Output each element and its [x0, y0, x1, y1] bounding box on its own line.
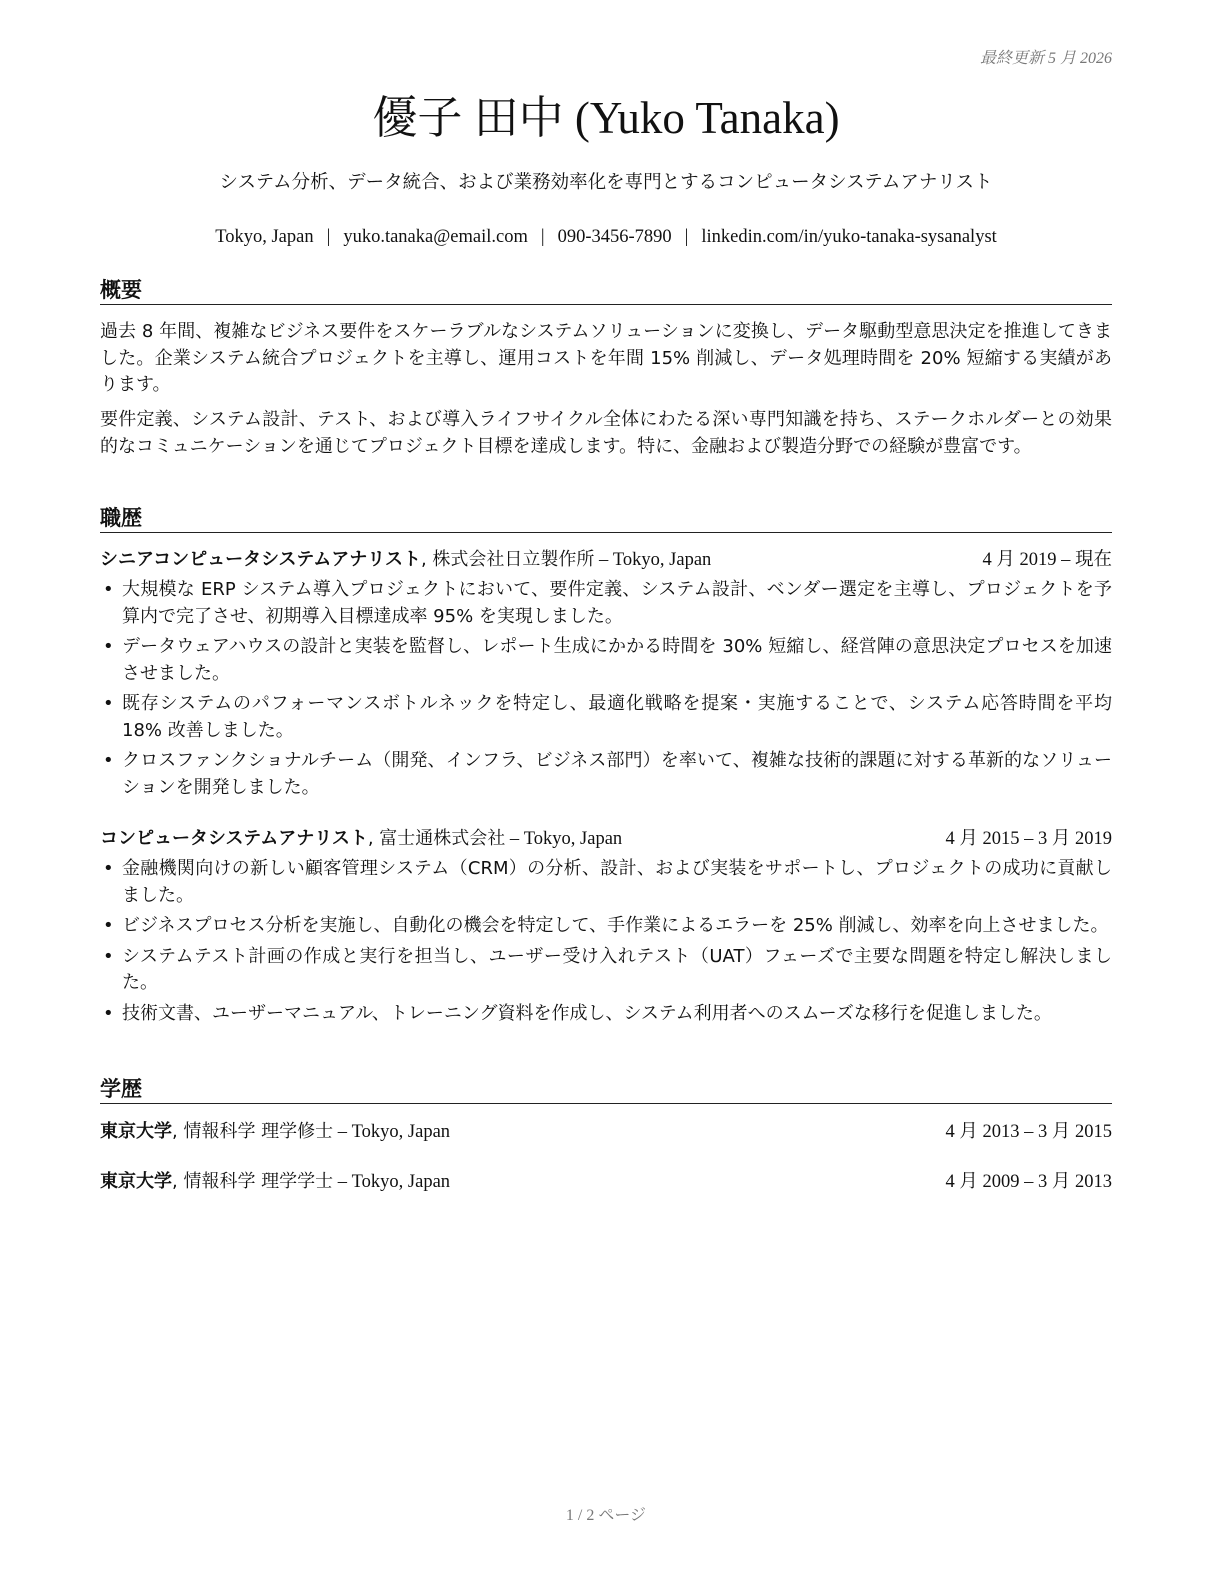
job-header: [100, 547, 1112, 573]
section-heading-summary: 概要: [100, 276, 1112, 305]
education-school: 東京大学: [100, 1171, 172, 1192]
contact-linkedin[interactable]: linkedin.com/in/yuko-tanaka-sysanalyst: [701, 227, 997, 247]
education-location: – Tokyo, Japan: [333, 1172, 451, 1192]
bullet-text: 既存システムのパフォーマンスボトルネックを特定し、最適化戦略を提案・実施することで、システム応答時間を平均 18% 改善しました。: [122, 693, 1112, 741]
job-company: , 富士通株式会社: [367, 828, 506, 849]
bullet-dot-icon: •: [103, 1002, 114, 1024]
contact-email[interactable]: yuko.tanaka@email.com: [343, 227, 528, 247]
resume-name: 優子 田中 (Yuko Tanaka): [372, 93, 840, 143]
bullet-text: システムテスト計画の作成と実行を担当し、ユーザー受け入れテスト（UAT）フェーズで主要な問題を特定し解決しました。: [122, 945, 1112, 993]
job-location: – Tokyo, Japan: [594, 550, 712, 570]
bullet-dot-icon: •: [103, 945, 114, 967]
list-item: [100, 856, 1112, 909]
bullet-text: 大規模な ERP システム導入プロジェクトにおいて、要件定義、システム設計、ベンダー選定を主導し、プロジェクトを予算内で完了させ、初期導入目標達成率 95% を実現しました。: [122, 579, 1112, 627]
list-item: [100, 691, 1112, 744]
education-dates: 4 月 2013 – 3 月 2015: [945, 1122, 1112, 1142]
page-number: 1 / 2 ページ: [565, 1507, 647, 1524]
job-bullets: [100, 577, 1112, 805]
job-company: , 株式会社日立製作所: [420, 549, 595, 570]
education-entry: [100, 1119, 1112, 1145]
bullet-text: データウェアハウスの設計と実装を監督し、レポート生成にかかる時間を 30% 短縮し、経営陣の意思決定プロセスを加速させました。: [122, 636, 1112, 684]
contact-separator: |: [326, 227, 331, 247]
bullet-dot-icon: •: [103, 915, 114, 936]
list-item: [100, 634, 1112, 687]
job-dates: 4 月 2015 – 3 月 2019: [945, 829, 1112, 849]
education-location: – Tokyo, Japan: [333, 1122, 451, 1142]
bullet-dot-icon: •: [103, 858, 114, 879]
education-dates: 4 月 2009 – 3 月 2013: [945, 1172, 1112, 1192]
bullet-dot-icon: •: [103, 636, 114, 657]
resume-page: [100, 0, 1112, 1584]
list-item: [100, 913, 1112, 940]
job-bullets: [100, 856, 1112, 1031]
bullet-dot-icon: •: [103, 750, 114, 771]
list-item: [100, 1001, 1112, 1028]
job-location: – Tokyo, Japan: [505, 829, 623, 849]
job-title: シニアコンピュータシステムアナリスト: [100, 549, 421, 570]
summary-paragraph: 要件定義、システム設計、テスト、および導入ライフサイクル全体にわたる深い専門知識を持ち、ステークホルダーとの効果的なコミュニケーションを通じてプロジェクト目標を達成します。特に、金融および製造分野での経験が豊富です。: [100, 409, 1112, 457]
section-heading-experience: 職歴: [100, 504, 1112, 533]
education-school: 東京大学: [100, 1121, 172, 1142]
contact-location: Tokyo, Japan: [215, 227, 314, 247]
resume-headline: システム分析、データ統合、および業務効率化を専門とするコンピュータシステムアナリスト: [219, 172, 993, 193]
section-heading-education: 学歴: [100, 1075, 1112, 1104]
job-title: コンピュータシステムアナリスト: [100, 828, 368, 849]
education-entry: [100, 1169, 1112, 1195]
summary-paragraph: 過去 8 年間、複雑なビジネス要件をスケーラブルなシステムソリューションに変換し、データ駆動型意思決定を推進してきました。企業システム統合プロジェクトを主導し、運用コストを年間 15% 削減し、データ処理時間を 20% 短縮する実績があります。: [100, 321, 1112, 395]
education-degree: , 情報科学 理学学士: [172, 1171, 334, 1192]
bullet-dot-icon: •: [103, 693, 114, 714]
contact-line: [100, 224, 1112, 250]
job-dates: 4 月 2019 – 現在: [982, 550, 1112, 570]
education-degree: , 情報科学 理学修士: [172, 1121, 334, 1142]
bullet-text: ビジネスプロセス分析を実施し、自動化の機会を特定して、手作業によるエラーを 25% 削減し、効率を向上させました。: [122, 915, 1109, 936]
job-header: [100, 826, 1112, 852]
last-updated: 最終更新 5 月 2026: [979, 50, 1112, 67]
bullet-text: 技術文書、ユーザーマニュアル、トレーニング資料を作成し、システム利用者へのスムーズな移行を促進しました。: [122, 1002, 1052, 1024]
contact-phone: 090-3456-7890: [557, 227, 672, 247]
contact-separator: |: [684, 227, 689, 247]
bullet-text: クロスファンクショナルチーム（開発、インフラ、ビジネス部門）を率いて、複雑な技術的課題に対する革新的なソリューションを開発しました。: [122, 750, 1112, 798]
list-item: [100, 748, 1112, 801]
bullet-dot-icon: •: [103, 579, 114, 600]
list-item: [100, 944, 1112, 997]
contact-separator: |: [540, 227, 545, 247]
bullet-text: 金融機関向けの新しい顧客管理システム（CRM）の分析、設計、および実装をサポートし、プロジェクトの成功に貢献しました。: [122, 858, 1112, 906]
list-item: [100, 577, 1112, 630]
